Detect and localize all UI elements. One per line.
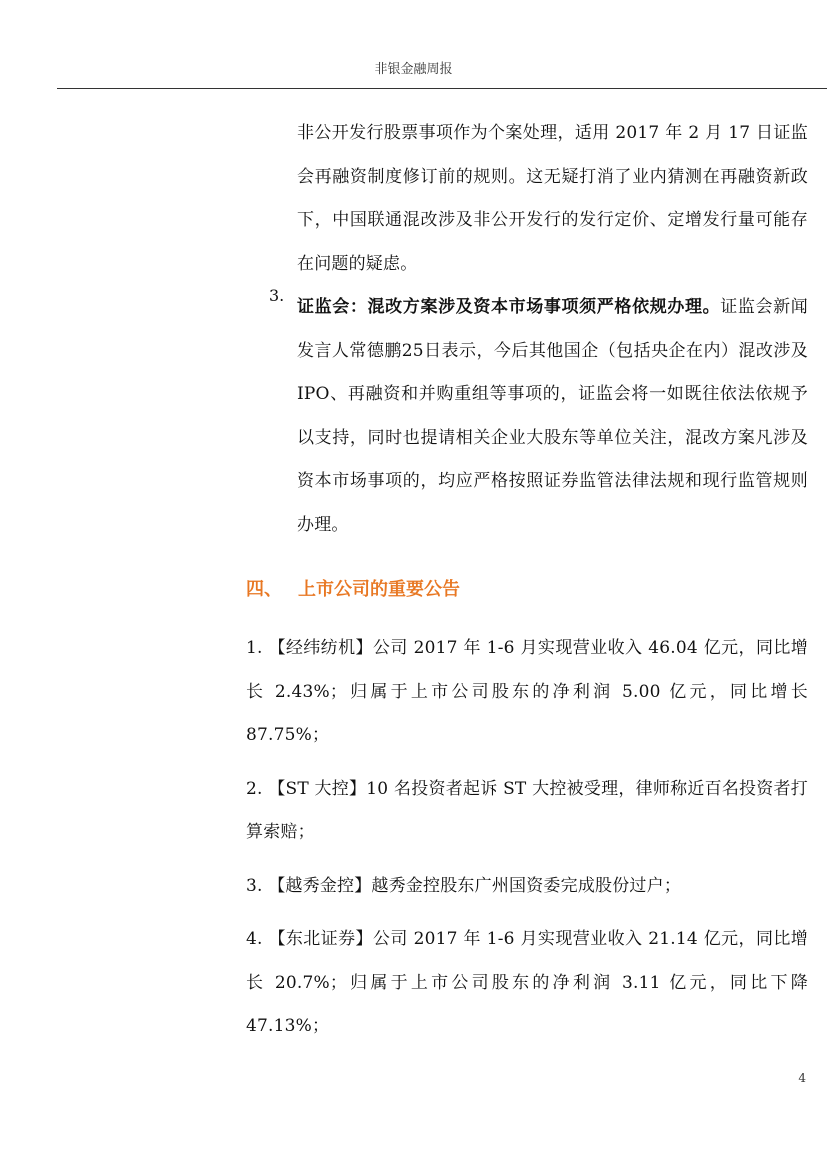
item-bold-heading: 证监会：混改方案涉及资本市场事项须严格依规办理。 [297,297,721,317]
document-body [246,112,808,1059]
section-number: 四、 [246,579,282,600]
section-heading [246,575,808,605]
announcement-item: 3. 【越秀金控】越秀金控股东广州国资委完成股份过户； [246,875,682,896]
item-text: 证监会新闻发言人常德鹏25日表示，今后其他国企（包括央企在内）混改涉及 IPO、再融资和并购重组等事项的，证监会将一如既往依法依规予以支持，同时也提请相关企业大股东等单位关注，混改方案凡涉及资本市场事项的，均应严格按照证券监管法律法规和现行监管规则办理。 [297,297,808,535]
numbered-item-3 [246,286,808,547]
item-number: 3. [269,286,285,305]
announcement-item: 4. 【东北证券】公司 2017 年 1-6 月实现营业收入 21.14 亿元，同比增长 20.7%；归属于上市公司股东的净利润 3.11 亿元，同比下降 47.13%； [246,929,808,1036]
page-number: 4 [798,1071,806,1085]
section-title: 上市公司的重要公告 [298,579,460,600]
announcement-item: 2. 【ST 大控】10 名投资者起诉 ST 大控被受理，律师称近百名投资者打算索赔； [246,778,808,842]
announcement-item: 1. 【经纬纺机】公司 2017 年 1-6 月实现营业收入 46.04 亿元，同比增长 2.43%；归属于上市公司股东的净利润 5.00 亿元，同比增长 87.75%； [246,638,808,745]
header-divider [57,88,827,89]
paragraph-continuation: 非公开发行股票事项作为个案处理，适用 2017 年 2 月 17 日证监会再融资制度修订前的规则。这无疑打消了业内猜测在再融资新政下，中国联通混改涉及非公开发行的发行定价、定增发行量可能存在问题的疑虑。 [297,123,808,274]
item-paragraph [246,286,808,547]
page-header: 非银金融周报 [374,62,453,77]
